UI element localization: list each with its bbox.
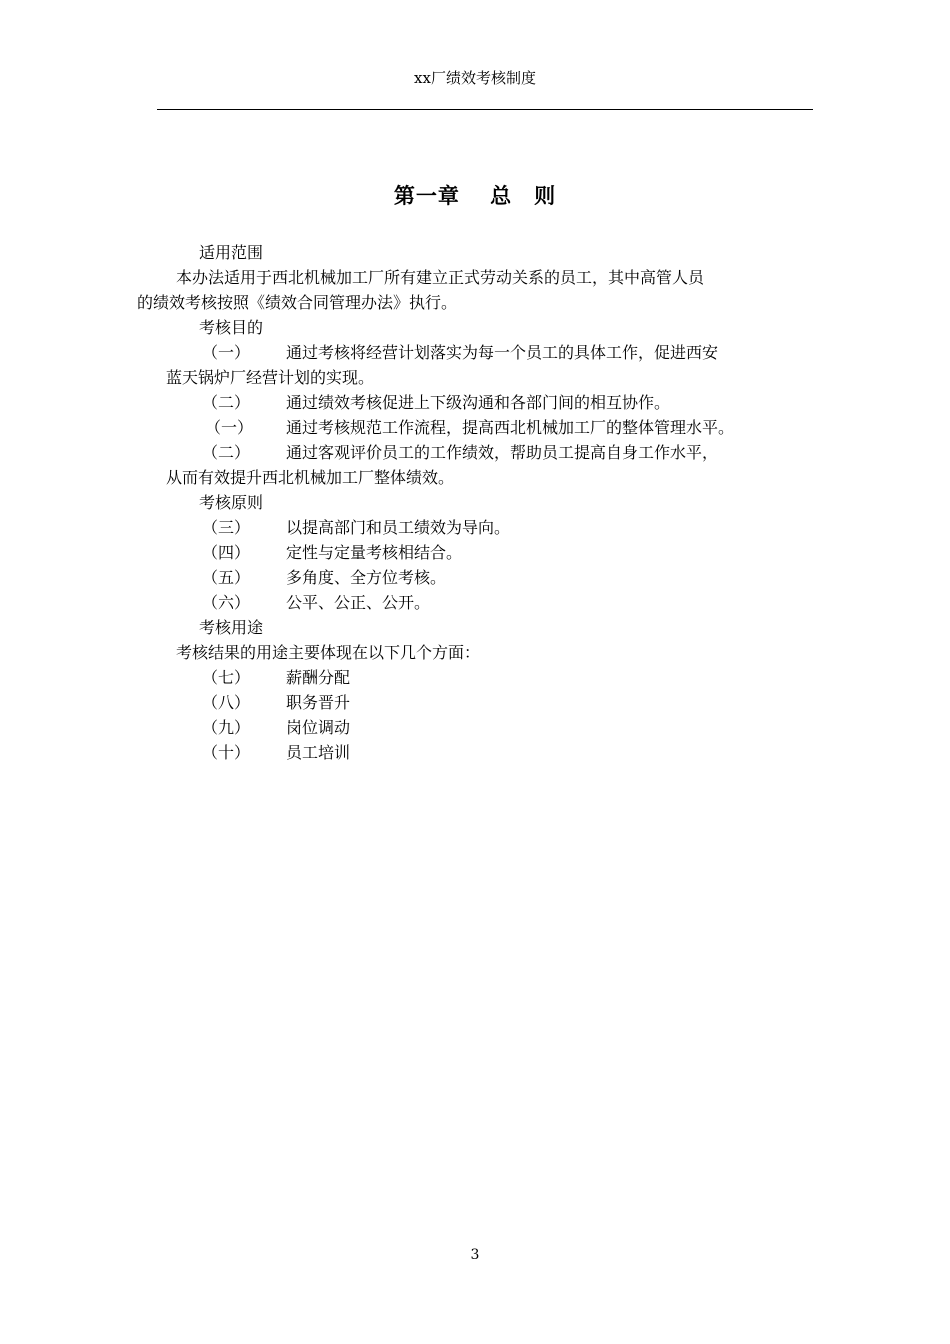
list-item-text: 通过考核规范工作流程，提高西北机械加工厂的整体管理水平。 [286,418,735,437]
list-item-text: 员工培训 [286,743,351,762]
list-item-text: 薪酬分配 [286,668,351,687]
list-item-text: 公平、公正、公开。 [286,593,431,612]
list-item-number: （三） [202,518,251,537]
list-item-number: （八） [202,693,251,712]
page-number: 3 [470,1247,480,1263]
list-item-number: （六） [202,593,251,612]
scope-paragraph-line-1: 本办法适用于西北机械加工厂所有建立正式劳动关系的员工，其中高管人员 [176,268,705,287]
list-item-number: （十） [202,743,251,762]
list-item-number: （二） [202,393,251,412]
usage-intro: 考核结果的用途主要体现在以下几个方面： [176,643,481,662]
list-item-text: 职务晋升 [286,693,351,712]
list-item-number: （一） [205,418,254,437]
chapter-title: 第一章 总 则 [393,184,557,208]
list-item-number: （五） [202,568,251,587]
list-item-number: （四） [202,543,251,562]
list-item-number: （一） [202,343,251,362]
list-item-number: （二） [202,443,251,462]
section-heading-usage: 考核用途 [199,618,264,637]
scope-paragraph-line-2: 的绩效考核按照《绩效合同管理办法》执行。 [137,293,458,312]
list-item-text: 通过考核将经营计划落实为每一个员工的具体工作，促进西安 [286,343,719,362]
list-item-text: 定性与定量考核相结合。 [286,543,463,562]
list-item-continuation: 从而有效提升西北机械加工厂整体绩效。 [166,468,455,487]
list-item-text: 通过客观评价员工的工作绩效，帮助员工提高自身工作水平， [286,443,719,462]
list-item-continuation: 蓝天锅炉厂经营计划的实现。 [166,368,375,387]
list-item-text: 岗位调动 [286,718,351,737]
list-item-text: 多角度、全方位考核。 [286,568,447,587]
list-item-text: 通过绩效考核促进上下级沟通和各部门间的相互协作。 [286,393,671,412]
list-item-text: 以提高部门和员工绩效为导向。 [286,518,511,537]
section-heading-scope: 适用范围 [199,243,264,262]
page-header-title: xx厂绩效考核制度 [414,69,536,87]
header-rule [157,109,813,110]
section-heading-principles: 考核原则 [199,493,264,512]
section-heading-purpose: 考核目的 [199,318,264,337]
list-item-number: （七） [202,668,251,687]
list-item-number: （九） [202,718,251,737]
